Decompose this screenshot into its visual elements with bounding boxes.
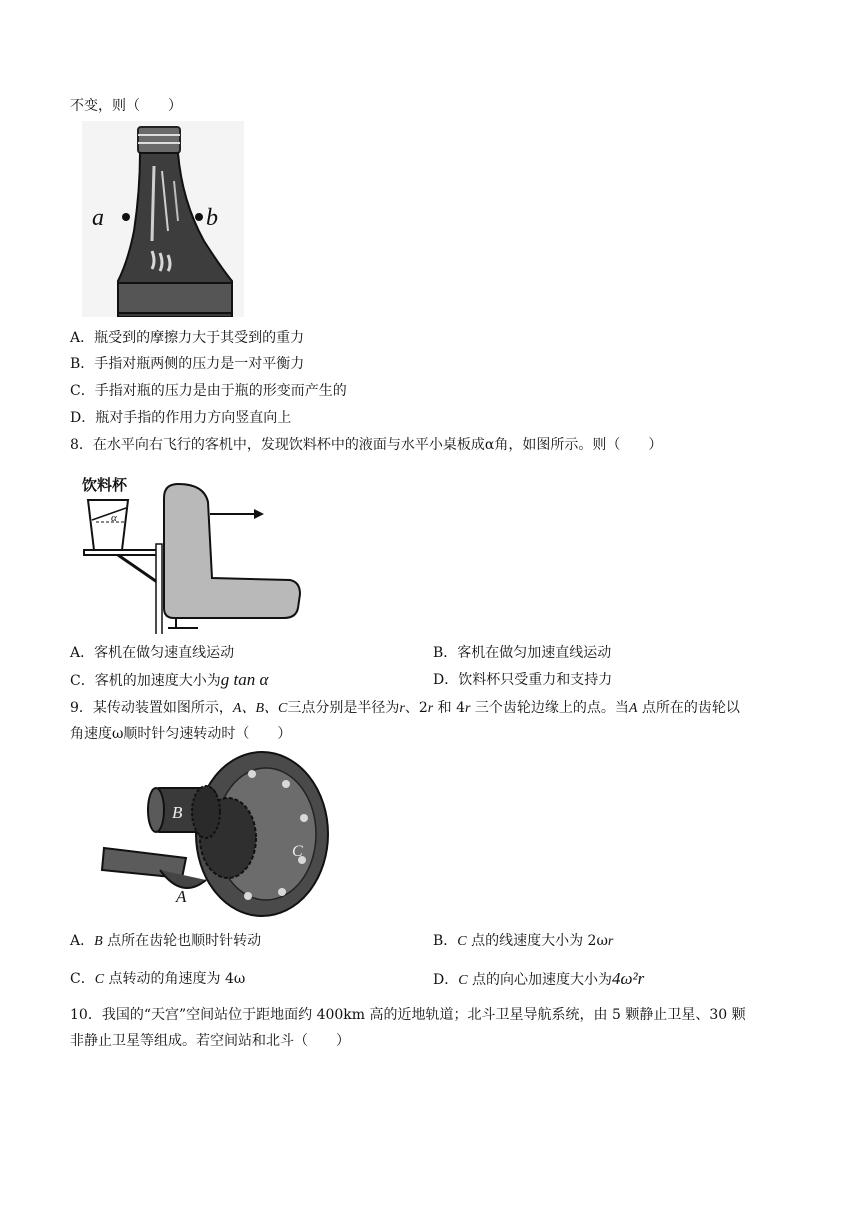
label-b: b <box>206 205 218 231</box>
q8-option-a: A．客机在做匀速直线运动 <box>70 645 235 661</box>
q8-option-c-text: C．客机的加速度大小为 <box>70 673 221 689</box>
label-B: B <box>172 803 183 822</box>
q9-option-a <box>70 931 261 952</box>
opt-prefix: D． <box>433 972 459 988</box>
opt-prefix: B． <box>433 933 458 949</box>
airplane-seat-figure <box>78 468 310 634</box>
q9-stem-text: 三个齿轮边缘上的点。当 <box>470 700 629 716</box>
label-C: C <box>292 843 303 860</box>
q8-stem: 8．在水平向右飞行的客机中，发现饮料杯中的液面与水平小桌板成α角，如图所示。则（ ） <box>70 437 663 453</box>
q10-stem-line2: 非静止卫星等组成。若空间站和北斗（ ） <box>70 1033 350 1049</box>
opt-text: 点的线速度大小为 2ω <box>466 933 608 949</box>
cup-label: 饮料杯 <box>82 476 128 494</box>
q8-option-b: B．客机在做匀加速直线运动 <box>433 645 612 661</box>
q7-option-a: A．瓶受到的摩擦力大于其受到的重力 <box>70 330 305 346</box>
q9-stem-text: 点所在的齿轮以 <box>637 700 740 716</box>
opt-text: 点所在齿轮也顺时针转动 <box>102 933 262 949</box>
opt-text: 点的向心加速度大小为 <box>467 972 613 988</box>
q7-stem-tail: 不变，则（ ） <box>70 98 182 114</box>
q9-stem-vars: A、B、C <box>232 701 288 716</box>
q7-option-d: D．瓶对手指的作用力方向竖直向上 <box>70 410 292 426</box>
opt-var: C <box>458 973 468 988</box>
q9-option-b <box>433 931 613 952</box>
opt-var: B <box>94 934 103 949</box>
q9-stem-var: A <box>628 701 638 716</box>
q8-option-c <box>70 670 268 691</box>
q8-option-c-math: g tan α <box>220 670 269 689</box>
q9-stem-text: 和 4 <box>433 700 466 716</box>
q9-option-c <box>70 969 245 990</box>
q10-stem-line1: 10．我国的“天宫”空间站位于距地面约 400km 高的近地轨道；北斗卫星导航系统，由 5 颗静止卫星、30 颗 <box>70 1007 746 1023</box>
opt-var: r <box>607 934 614 949</box>
q9-option-d-math: 4ω²r <box>612 969 645 988</box>
bottle-figure <box>82 121 244 317</box>
q9-stem-var: r <box>427 701 434 716</box>
q9-option-d <box>433 969 644 991</box>
opt-text: 点转动的角速度为 4ω <box>104 971 246 987</box>
q9-stem-line2: 角速度ω顺时针匀速转动时（ ） <box>70 726 292 742</box>
q9-stem-var: r <box>399 701 405 716</box>
q7-option-c: C．手指对瓶的压力是由于瓶的形变而产生的 <box>70 383 347 399</box>
opt-var: C <box>94 972 105 987</box>
opt-var: C <box>457 934 467 949</box>
gear-figure <box>96 750 332 918</box>
q9-stem-text: 、2 <box>404 700 428 716</box>
q9-stem-text: 三点分别是半径为 <box>287 700 400 716</box>
q9-stem-line1 <box>70 698 740 719</box>
q9-stem-text: 9．某传动装置如图所示， <box>70 700 233 716</box>
q8-option-d: D．饮料杯只受重力和支持力 <box>433 672 613 688</box>
q9-stem-var: r <box>465 701 471 716</box>
label-A: A <box>176 887 187 906</box>
opt-prefix: A． <box>70 933 95 949</box>
opt-prefix: C． <box>70 971 95 987</box>
alpha-label: α <box>111 512 117 524</box>
q7-option-b: B．手指对瓶两侧的压力是一对平衡力 <box>70 356 305 372</box>
label-a: a <box>92 205 104 231</box>
